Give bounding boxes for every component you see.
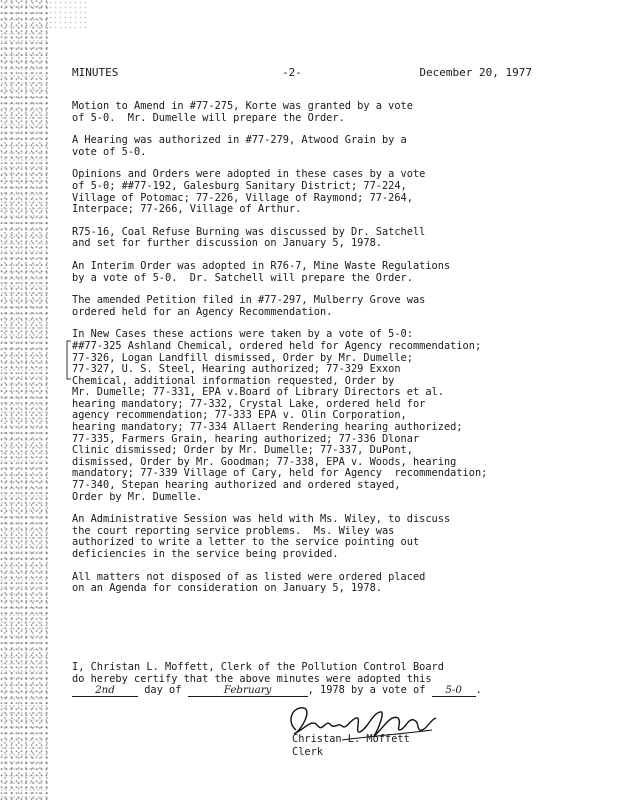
certification-line-3: 2nd day of February , 1978 by a vote of 5-0 . [72, 685, 572, 697]
paragraph-line: hearing mandatory; 77-334 Allaert Rendering hearing authorized; [72, 421, 463, 434]
paragraph-line: ordered held for an Agency Recommendation. [72, 305, 333, 318]
scan-noise-left-margin [0, 0, 48, 800]
day-blank [72, 685, 138, 697]
paragraph-line: authorized to write a letter to the service pointing out [72, 536, 420, 549]
minutes-paragraph [72, 169, 562, 215]
paragraph-line: Motion to Amend in #77-275, Korte was granted by a vote [72, 100, 413, 112]
paragraph-line: Order by Mr. Dumelle. [72, 490, 203, 503]
paragraph-line: R75-16, Coal Refuse Burning was discussed by Dr. Satchell [72, 225, 426, 238]
paragraph-line: ##77-325 Ashland Chemical, ordered held for Agency recommendation; [72, 339, 482, 352]
paragraph-line: of 5-0. Mr. Dumelle will prepare the Order. [72, 111, 345, 124]
paragraph-line: 77-340, Stepan hearing authorized and ordered stayed, [72, 479, 401, 492]
vote-blank [432, 685, 476, 697]
paragraph-line: and set for further discussion on January 5, 1978. [72, 237, 382, 250]
paragraph-line: In New Cases these actions were taken by a vote of 5-0: [72, 328, 413, 341]
scan-noise-top [48, 0, 88, 30]
minutes-body [72, 101, 562, 606]
certification-line-1: I, Christan L. Moffett, Clerk of the Pollution Control Board [72, 661, 444, 673]
handwritten-month: February [223, 684, 272, 697]
paragraph-line: on an Agenda for consideration on January 5, 1978. [72, 582, 382, 595]
signature-title: Clerk [292, 746, 323, 758]
margin-bracket-mark [66, 340, 72, 380]
paragraph-line: dismissed, Order by Mr. Goodman; 77-338, EPA v. Woods, hearing [72, 455, 457, 468]
paragraph-line: 77-335, Farmers Grain, hearing authorized; 77-336 Dlonar [72, 432, 420, 445]
minutes-paragraph [72, 227, 562, 250]
minutes-paragraph [72, 261, 562, 284]
paragraph-line: Clinic dismissed; Order by Mr. Dumelle; 77-337, DuPont, [72, 444, 413, 457]
paragraph-line: Chemical, additional information requested, Order by [72, 374, 395, 387]
paragraph-line: hearing mandatory; 77-332, Crystal Lake, ordered held for [72, 397, 426, 410]
year-vote-label: , 1978 by a vote of [307, 684, 426, 697]
paragraph-line: Opinions and Orders were adopted in these cases by a vote [72, 168, 426, 181]
minutes-paragraph [72, 295, 562, 318]
paragraph-line: An Administrative Session was held with Ms. Wiley, to discuss [72, 513, 451, 526]
paragraph-line: 77-326, Logan Landfill dismissed, Order by Mr. Dumelle; [72, 351, 413, 364]
minutes-paragraph [72, 329, 562, 503]
minutes-paragraph [72, 135, 562, 158]
paragraph-line: deficiencies in the service being provided. [72, 548, 339, 560]
paragraph-line: of 5-0; ##77-192, Galesburg Sanitary District; 77-224, [72, 179, 407, 192]
day-of-label: day of [144, 684, 182, 697]
paragraph-line: the court reporting service problems. Ms. Wiley was [72, 524, 395, 537]
paragraph-line: A Hearing was authorized in #77-279, Atwood Grain by a [72, 134, 407, 147]
month-blank [188, 685, 308, 697]
paragraph-line: The amended Petition filed in #77-297, Mulberry Grove was [72, 294, 426, 307]
page-number: -2- [282, 66, 302, 79]
paragraph-line: All matters not disposed of as listed were ordered placed [72, 570, 426, 583]
paragraph-line: agency recommendation; 77-333 EPA v. Olin Corporation, [72, 409, 407, 422]
header-date: December 20, 1977 [419, 66, 532, 79]
paragraph-line: by a vote of 5-0. Dr. Satchell will prepare the Order. [72, 271, 413, 284]
certification-block [72, 662, 572, 697]
paragraph-line: vote of 5-0. [72, 145, 147, 158]
paragraph-line: 77-327, U. S. Steel, Hearing authorized; 77-329 Exxon [72, 363, 401, 376]
handwritten-day: 2nd [95, 684, 115, 697]
certification-line-2: do hereby certify that the above minutes were adopted this [72, 672, 432, 685]
paragraph-line: Village of Potomac; 77-226, Village of Raymond; 77-264, [72, 191, 413, 204]
minutes-paragraph [72, 101, 562, 124]
paragraph-line: Interpace; 77-266, Village of Arthur. [72, 203, 302, 216]
paragraph-line: Mr. Dumelle; 77-331, EPA v.Board of Library Directors et al. [72, 386, 444, 399]
header-title: MINUTES [72, 66, 119, 79]
page-header [72, 66, 532, 80]
minutes-paragraph [72, 514, 562, 560]
paragraph-line: An Interim Order was adopted in R76-7, Mine Waste Regulations [72, 259, 451, 272]
paragraph-line: mandatory; 77-339 Village of Cary, held for Agency recommendation; [72, 467, 488, 480]
signature-name: Christan L. Moffett [292, 733, 410, 745]
minutes-paragraph [72, 572, 562, 595]
handwritten-vote: 5-0 [445, 684, 462, 697]
